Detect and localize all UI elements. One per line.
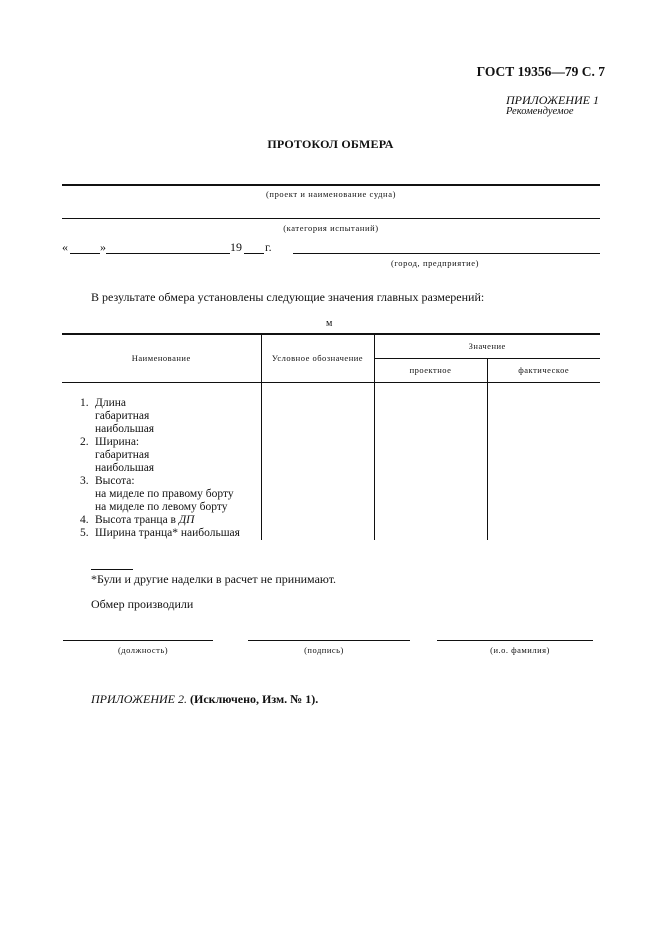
position-caption: (должность) xyxy=(117,645,169,655)
date-day-blank xyxy=(70,253,100,254)
item-number: 4. xyxy=(80,513,89,526)
vessel-rule xyxy=(62,184,600,186)
appendix-number: ПРИЛОЖЕНИЕ 1 xyxy=(506,93,599,107)
item-number: 3. xyxy=(80,474,89,487)
name-line xyxy=(437,640,593,641)
actual-cell xyxy=(487,382,600,540)
item-text: на миделе по левому борту xyxy=(95,500,228,513)
date-year-blank xyxy=(244,253,264,254)
name-caption: (и.о. фамилия) xyxy=(490,645,550,655)
list-item xyxy=(80,488,261,501)
category-rule xyxy=(62,218,600,219)
col-header-design: проектное xyxy=(374,358,487,382)
col-header-value: Значение xyxy=(374,334,600,358)
items-list xyxy=(80,397,261,540)
list-item xyxy=(80,462,261,475)
col-header-name: Наименование xyxy=(62,334,261,382)
date-close-quote: » xyxy=(100,240,106,254)
item-text: габаритная xyxy=(95,448,150,461)
date-month-blank xyxy=(106,253,230,254)
position-line xyxy=(63,640,213,641)
list-item xyxy=(80,436,261,449)
appendix2-label: ПРИЛОЖЕНИЕ 2. xyxy=(91,692,187,706)
col-header-actual: фактическое xyxy=(487,358,600,382)
appendix2-note: (Исключено, Изм. № 1). xyxy=(189,692,319,706)
item-text: наибольшая xyxy=(95,461,155,474)
items-cell xyxy=(62,382,261,540)
appendix-status: Рекомендуемое xyxy=(506,106,574,117)
symbol-cell xyxy=(261,382,374,540)
date-year-prefix: 19 xyxy=(230,240,242,254)
list-item xyxy=(80,410,261,423)
appendix2-line xyxy=(91,692,318,707)
date-year-suffix: г. xyxy=(265,240,272,254)
list-item xyxy=(80,514,261,527)
list-item xyxy=(80,527,261,540)
standard-header: ГОСТ 19356—79 С. 7 xyxy=(476,64,605,79)
item-italic: ДП xyxy=(178,513,195,526)
item-number: 5. xyxy=(80,526,89,539)
list-item xyxy=(80,449,261,462)
signature-caption: (подпись) xyxy=(304,645,344,655)
category-caption: (категория испытаний) xyxy=(283,223,379,233)
item-text: Высота: xyxy=(95,474,135,487)
footnote-text: *Були и другие наделки в расчет не принимают. xyxy=(91,572,337,586)
list-item xyxy=(80,501,261,514)
date-open-quote: « xyxy=(62,240,68,254)
signature-line xyxy=(248,640,410,641)
item-number: 2. xyxy=(80,435,89,448)
item-text: на миделе по правому борту xyxy=(95,487,234,500)
unit-label: м xyxy=(326,318,333,329)
item-text: Высота транца в xyxy=(95,513,179,526)
place-rule xyxy=(293,253,600,254)
col-header-symbol: Условное обозначение xyxy=(261,334,374,382)
list-item xyxy=(80,397,261,410)
list-item xyxy=(80,423,261,436)
item-number: 1. xyxy=(80,396,89,409)
measurements-table xyxy=(62,333,600,540)
footnote-rule xyxy=(91,569,133,570)
measured-by-text: Обмер производили xyxy=(91,597,194,611)
item-text: Длина xyxy=(95,396,126,409)
place-caption: (город, предприятие) xyxy=(390,258,480,268)
design-cell xyxy=(374,382,487,540)
intro-text: В результате обмера установлены следующие значения главных размерений: xyxy=(91,290,485,304)
item-text: габаритная xyxy=(95,409,150,422)
item-text: Ширина транца* наибольшая xyxy=(95,526,240,539)
item-text: наибольшая xyxy=(95,422,155,435)
vessel-caption: (проект и наименование судна) xyxy=(265,189,397,199)
document-title: ПРОТОКОЛ ОБМЕРА xyxy=(267,137,394,151)
list-item xyxy=(80,475,261,488)
appendix-label xyxy=(506,94,599,118)
item-text: Ширина: xyxy=(95,435,140,448)
